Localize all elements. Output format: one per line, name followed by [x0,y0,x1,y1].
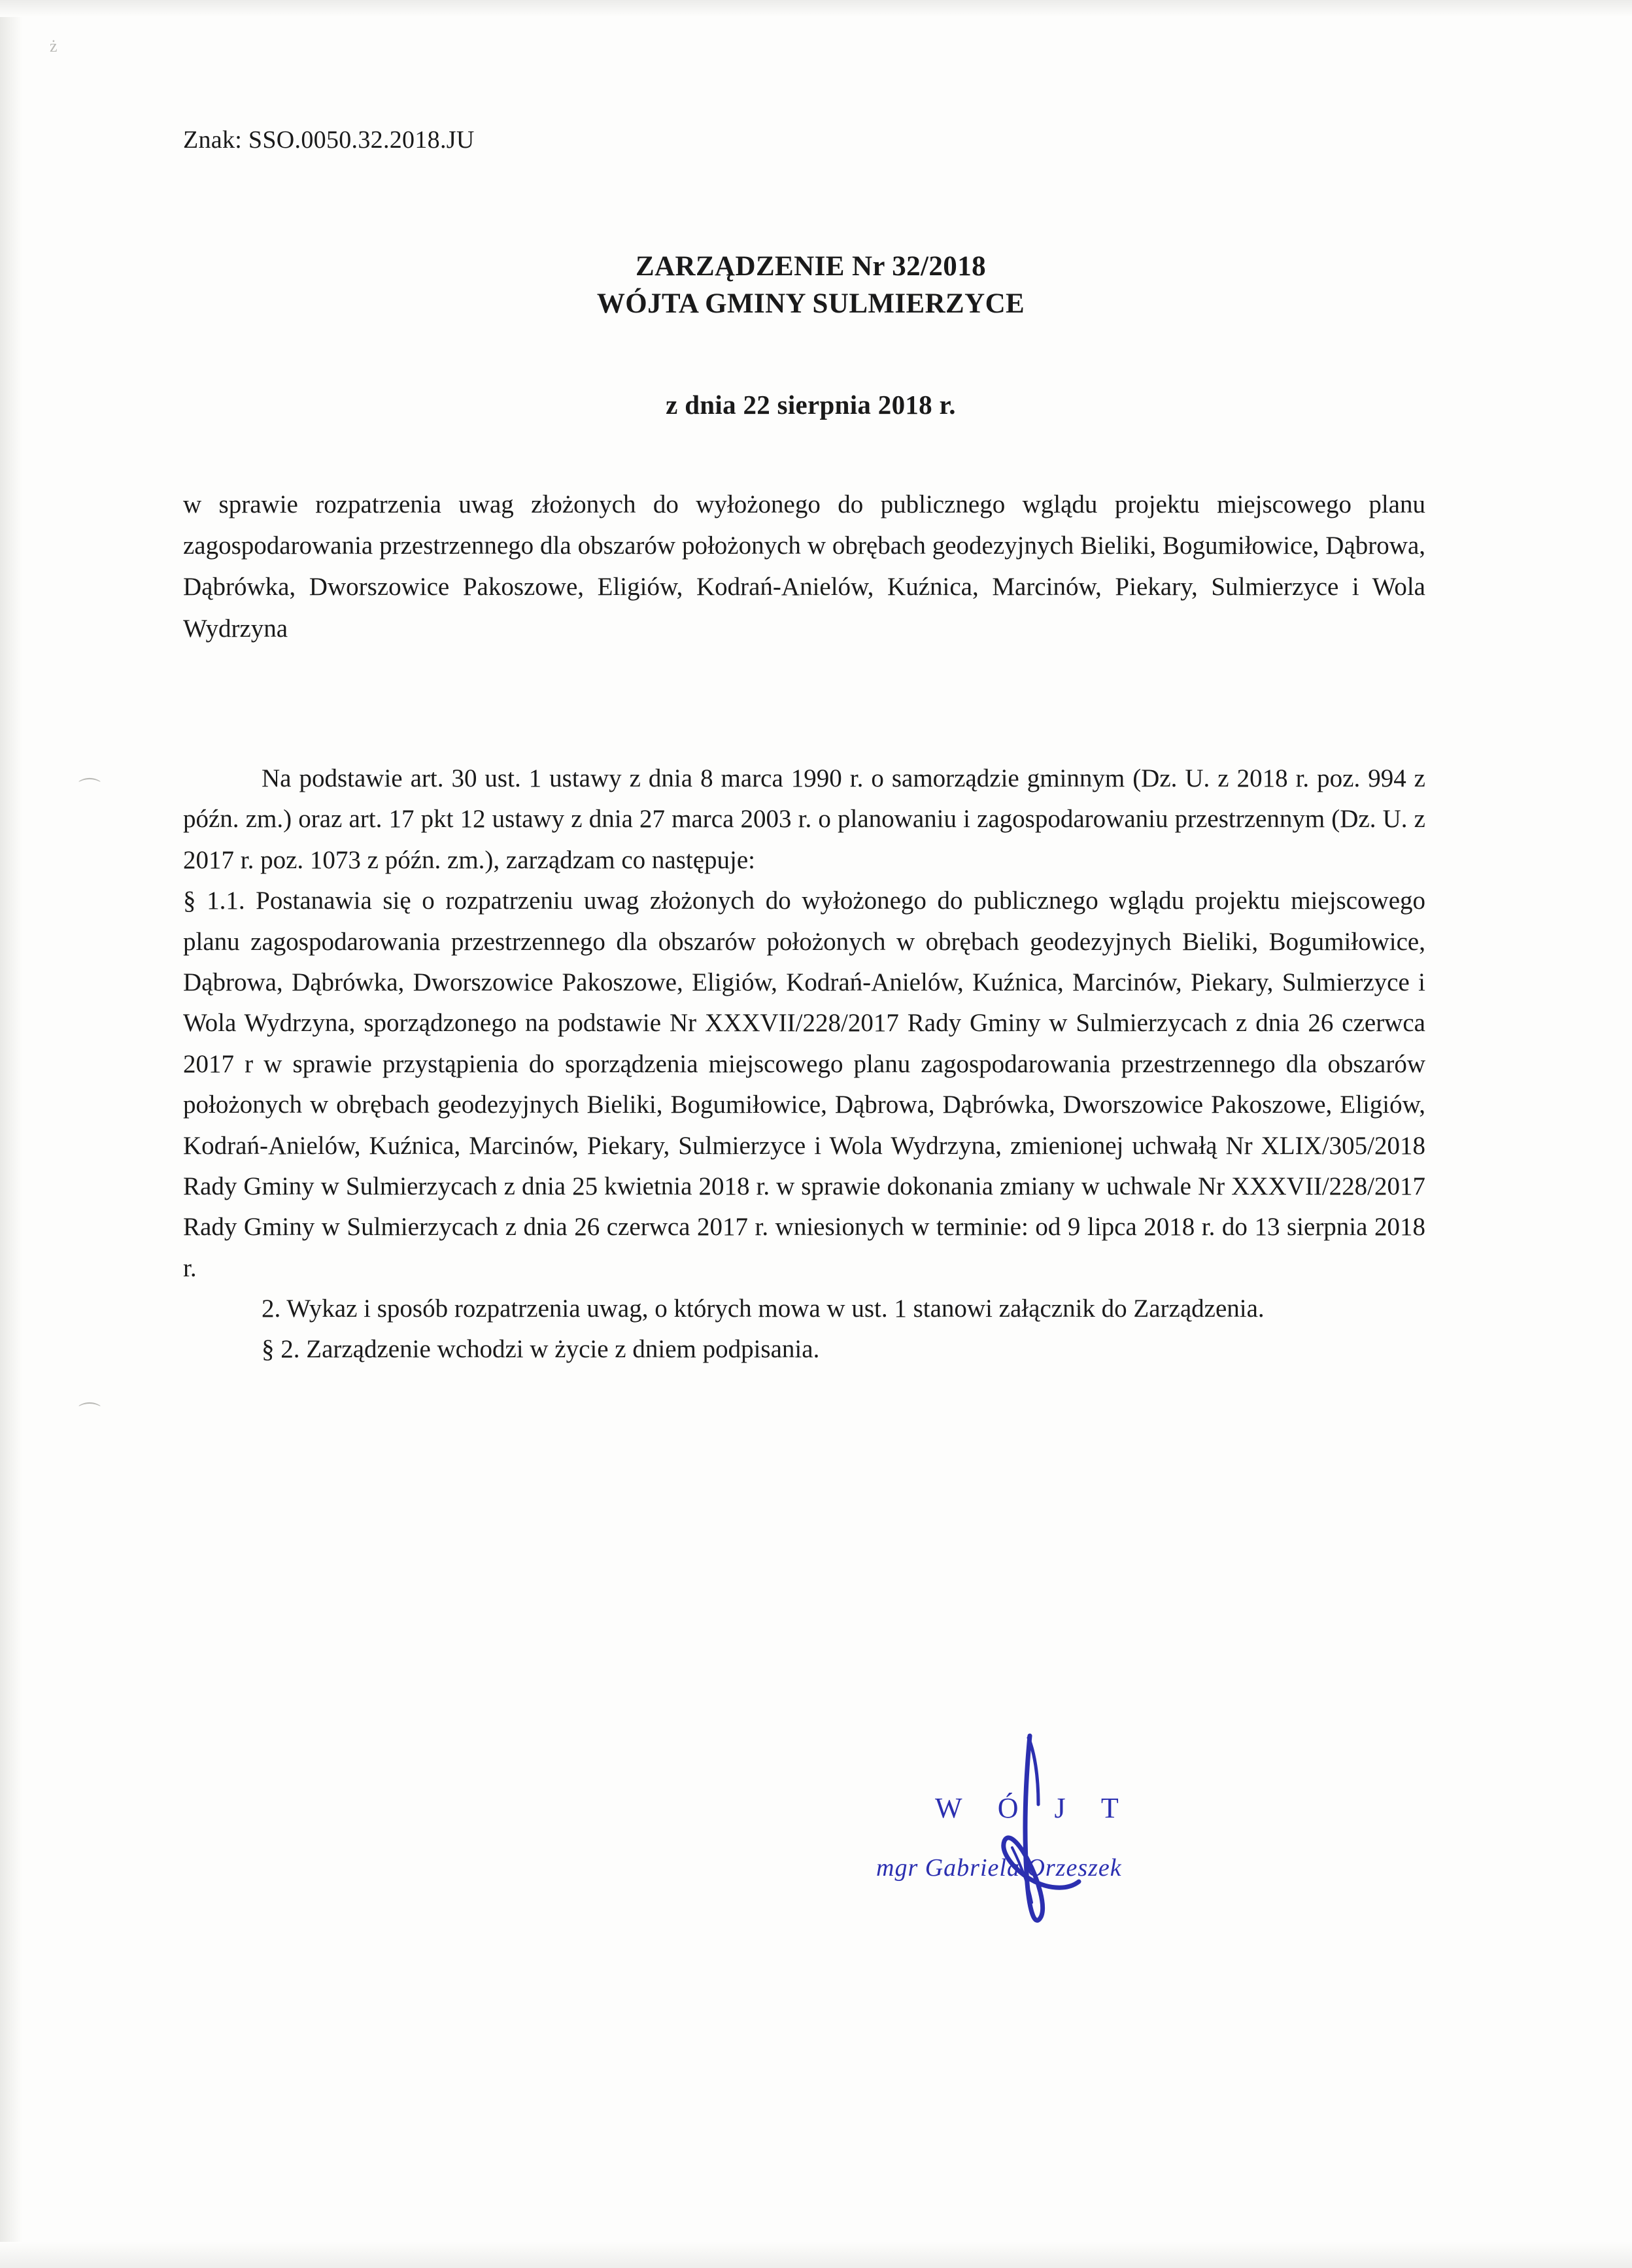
handwritten-signature-icon [863,1713,1321,1974]
margin-mark-left-upper: ⌒ [78,778,101,802]
document-subject-block [183,484,1425,649]
margin-mark-top-left: ż [50,37,58,56]
scan-edge-left [0,0,22,2268]
signature-name: mgr Gabriela Orzeszek [876,1854,1122,1882]
document-date: z dnia 22 sierpnia 2018 r. [666,390,956,420]
signature-block [863,1713,1321,1974]
scan-edge-top [0,0,1632,17]
signature-office-label: W Ó J T [935,1792,1133,1824]
legal-basis-paragraph: Na podstawie art. 30 ust. 1 ustawy z dnia 8 marca 1990 r. o samorządzie gminnym (Dz. U. z 2018 r. poz. 994 z późn. zm.) oraz art. 17 pkt 12 ustawy z dnia 27 marca 2003 r. o planowaniu i zagospodarowaniu przestrzennym (Dz. U. z 2017 r. poz. 1073 z późn. zm.), zarządzam co następuje: [183,764,1425,874]
document-title [183,248,1438,323]
title-line-ordinance: ZARZĄDZENIE Nr 32/2018 [635,251,986,282]
document-subject: w sprawie rozpatrzenia uwag złożonych do wyłożonego do publicznego wglądu projektu miejscowego planu zagospodarowania przestrzennego dla obszarów położonych w obrębach geodezyjnych Bieliki, Bogumiłowice, Dąbrowa, Dąbrówka, Dworszowice Pakoszowe, Eligiów, Kodrań-Anielów, Kuźnica, Marcinów, Piekary, Sulmierzyce i Wola Wydrzyna [183,490,1425,643]
paragraph-2: § 2. Zarządzenie wchodzi w życie z dniem podpisania. [262,1335,820,1364]
margin-mark-left-lower: ⌒ [78,1402,101,1427]
scan-edge-bottom [0,2242,1632,2268]
document-body [183,758,1425,1370]
paragraph-1-2: 2. Wykaz i sposób rozpatrzenia uwag, o których mowa w ust. 1 stanowi załącznik do Zarządzenia. [262,1295,1265,1323]
paragraph-1-1: § 1.1. Postanawia się o rozpatrzeniu uwag złożonych do wyłożonego do publicznego wglądu projektu miejscowego planu zagospodarowania przestrzennego dla obszarów położonych w obrębach geodezyjnych Bieliki, Bogumiłowice, Dąbrowa, Dąbrówka, Dworszowice Pakoszowe, Eligiów, Kodrań-Anielów, Kuźnica, Marcinów, Piekary, Sulmierzyce i Wola Wydrzyna, sporządzonego na podstawie Nr XXXVII/228/2017 Rady Gminy w Sulmierzycach z dnia 26 czerwca 2017 r w sprawie przystąpienia do sporządzenia miejscowego planu zagospodarowania przestrzennego dla obszarów położonych w obrębach geodezyjnych Bieliki, Bogumiłowice, Dąbrowa, Dąbrówka, Dworszowice Pakoszowe, Eligiów, Kodrań-Anielów, Kuźnica, Marcinów, Piekary, Sulmierzyce i Wola Wydrzyna, zmienionej uchwałą Nr XLIX/305/2018 Rady Gminy w Sulmierzycach z dnia 25 kwietnia 2018 r. w sprawie dokonania zmiany w uchwale Nr XXXVII/228/2017 Rady Gminy w Sulmierzycach z dnia 26 czerwca 2017 r. wniesionych w terminie: od 9 lipca 2018 r. do 13 sierpnia 2018 r. [183,887,1425,1282]
title-line-authority: WÓJTA GMINY SULMIERZYCE [596,288,1025,319]
document-reference: Znak: SSO.0050.32.2018.JU [183,126,475,154]
